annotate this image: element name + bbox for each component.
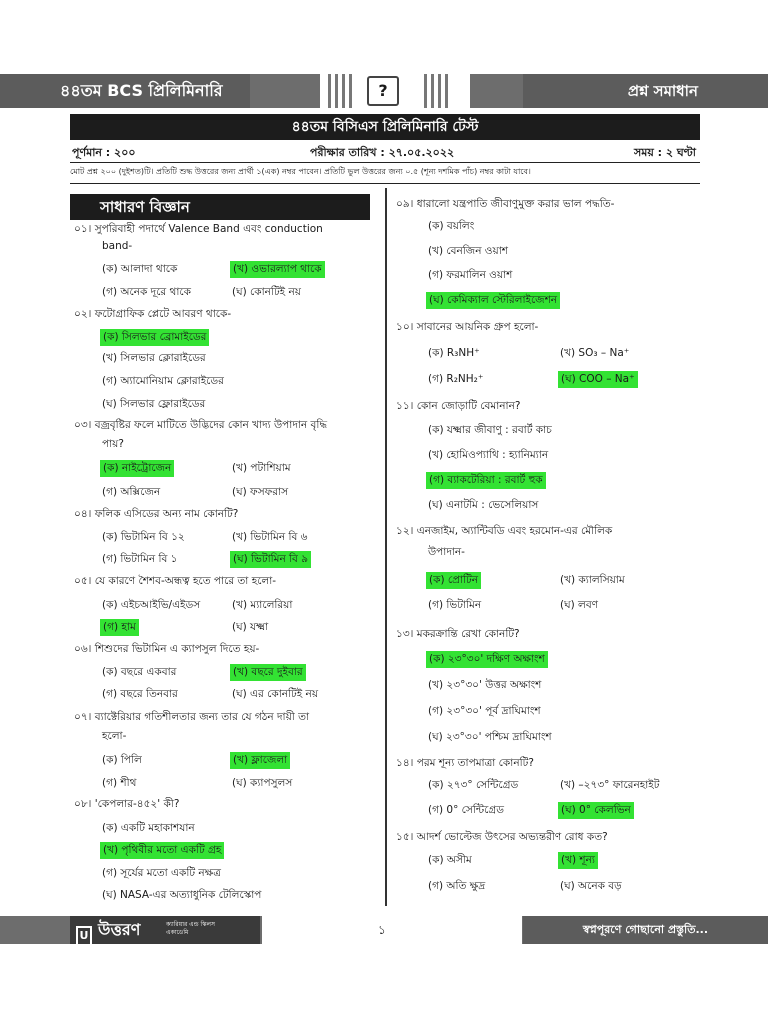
option: (খ) পটাশিয়াম (232, 462, 291, 474)
option: (ক) বছরে একবার (102, 666, 177, 678)
option-correct: (খ) শূন্য (558, 852, 598, 869)
question-text: ০১। সুপরিবাহী পদার্থে Valence Band এবং conduction (74, 223, 323, 235)
logo-icon: U (76, 926, 92, 946)
top-banner (0, 74, 768, 108)
option: (ঘ) ২৩°৩০' পশ্চিম দ্রাঘিমাংশ (428, 731, 552, 743)
option: (ক) এইচআইভি/এইডস (102, 599, 201, 611)
banner-left-title: ৪৪তম BCS প্রিলিমিনারি (0, 74, 250, 108)
footer-tagline: স্বপ্নপূরণে গোছানো প্রস্তুতি... (523, 916, 768, 944)
option: (খ) ম্যালেরিয়া (232, 599, 293, 611)
option: (গ) বছরে তিনবার (102, 688, 178, 700)
question-text: ১৪। পরম শূন্য তাপমাত্রা কোনটি? (396, 757, 534, 769)
option: (গ) ভিটামিন (428, 599, 482, 611)
option: (ক) ভিটামিন বি ১২ (102, 531, 185, 543)
footer-middle (262, 916, 522, 944)
option-correct: (ঘ) COO – Na⁺ (558, 371, 638, 388)
option: (ক) পিলি (102, 754, 142, 766)
question-text: ০৯। ধারালো যন্ত্রপাতি জীবাণুমুক্ত করার ভাল পদ্ধতি- (396, 198, 615, 210)
option: (খ) বেনজিন ওয়াশ (428, 245, 508, 257)
option: (ঘ) কোনটিই নয় (232, 286, 301, 298)
question-text: ০৫। যে কারণে শৈশব-অন্ধত্ব হতে পারে তা হলো- (74, 575, 277, 587)
option: (ক) অসীম (428, 854, 472, 866)
exam-time: সময় : ২ ঘণ্টা (633, 146, 696, 159)
option: (ক) একটি মহাকাশযান (102, 822, 195, 834)
full-marks: পূর্ণমান : ২০০ (72, 146, 136, 159)
option: (ঘ) ফসফরাস (232, 486, 289, 498)
option: (গ) অনেক দূরে থাকে (102, 286, 191, 298)
option: (খ) হোমিওপ্যাথি : হ্যানিম্যান (428, 449, 549, 461)
option: (ঘ) এনাটমি : ভেসেলিয়াস (428, 499, 539, 511)
option: (ক) বয়লিং (428, 220, 475, 232)
option: (ঘ) লবণ (560, 599, 599, 611)
question-text: ০৮। 'কেপলার-৪৫২' কী? (74, 798, 180, 810)
exam-title: ৪৪তম বিসিএস প্রিলিমিনারি টেস্ট (70, 114, 700, 140)
option: (ঘ) এর কোনটিই নয় (232, 688, 319, 700)
option: (গ) অক্সিজেন (102, 486, 161, 498)
option: (ঘ) যক্ষ্মা (232, 621, 269, 633)
option-correct: (ক) নাইট্রোজেন (100, 460, 174, 477)
question-text: ১০। সাবানের আয়নিক গ্রুপ হলো- (396, 321, 539, 333)
option: (গ) অ্যামোনিয়াম ক্লোরাইডের (102, 375, 224, 387)
option: (ঘ) NASA-এর অত্যাধুনিক টেলিস্কোপ (102, 889, 262, 901)
option: (খ) SO₃ – Na⁺ (560, 347, 630, 359)
question-text: ০৪। ফলিক এসিডের অন্য নাম কোনটি? (74, 508, 239, 520)
question-text-cont: পায়? (102, 438, 124, 450)
option: (গ) ভিটামিন বি ১ (102, 553, 178, 565)
option: (ঘ) সিলভার ফ্লোরাইডের (102, 398, 206, 410)
book-question-icon: ? (367, 76, 399, 106)
option: (ক) R₃NH⁺ (428, 347, 480, 359)
question-text-cont: উপাদান- (428, 546, 465, 558)
option: (খ) –২৭৩° ফারেনহাইট (560, 779, 660, 791)
option-correct: (গ) ব্যাকটেরিয়া : রবার্ট হুক (426, 472, 546, 489)
exam-date: পরীক্ষার তারিখ : ২৭.০৫.২০২২ (310, 146, 455, 159)
option-correct: (খ) ওভারল্যাপ থাকে (230, 261, 325, 278)
divider (70, 162, 700, 163)
option-correct: (খ) ফ্লাজেলা (230, 752, 290, 769)
option: (ক) যক্ষ্মার জীবাণু : রবার্ট কাচ (428, 424, 552, 436)
option: (গ) 0° সেন্টিগ্রেড (428, 804, 504, 816)
option: (ঘ) অনেক বড় (560, 880, 622, 892)
question-text: ০৩। বজ্রবৃষ্টির ফলে মাটিতে উদ্ভিদের কোন খাদ্য উপাদান বৃদ্ধি (74, 419, 328, 431)
option: (গ) ২৩°৩০' পূর্ব দ্রাঘিমাংশ (428, 705, 541, 717)
option-correct: (ক) সিলভার ব্রোমাইডের (100, 329, 209, 346)
question-text: ১২। এনজাইম, অ্যান্টিবডি এবং হরমোন-এর মৌলিক (396, 525, 613, 537)
question-text-cont: হলো- (102, 730, 127, 742)
option-correct: (খ) বছরে দুইবার (230, 664, 306, 681)
question-text: ০৬। শিশুদের ভিটামিন এ ক্যাপসুল দিতে হয়- (74, 643, 260, 655)
footer (0, 916, 768, 944)
column-divider (385, 188, 387, 906)
option-correct: (ঘ) ভিটামিন বি ৯ (230, 551, 311, 568)
question-text: ০২। ফটোগ্রাফিক প্লেটে আবরণ থাকে- (74, 308, 232, 320)
question-text: ১১। কোন জোড়াটি বেমানান? (396, 400, 521, 412)
option: (গ) ফরমালিন ওয়াশ (428, 269, 513, 281)
question-text-cont: band- (102, 240, 133, 252)
option: (ক) ২৭৩° সেন্টিগ্রেড (428, 779, 519, 791)
option: (খ) সিলভার ক্লোরাইডের (102, 352, 206, 364)
option: (গ) R₂NH₂⁺ (428, 373, 484, 385)
option: (ক) আলাদা থাকে (102, 263, 178, 275)
option: (ঘ) ক্যাপসুলস (232, 777, 293, 789)
exam-notice: মোট প্রশ্ন ২০০ (দুইশত)টি। প্রতিটি শুদ্ধ উত্তরের জন্য প্রার্থী ১(এক) নম্বর পাবেন। প্রতিটি ভুল উত্তরের জন্য ০.৫ (শূন্য দশমিক পাঁচ) নম্বর কাটা যাবে। (70, 167, 531, 176)
page-number: ১ (378, 923, 386, 937)
option: (গ) অতি ক্ষুদ্র (428, 880, 486, 892)
option-correct: (ক) ২৩°৩০' দক্ষিণ অক্ষাংশ (426, 651, 548, 668)
option-correct: (খ) পৃথিবীর মতো একটি গ্রহ (100, 842, 224, 859)
option: (খ) ২৩°৩০' উত্তর অক্ষাংশ (428, 679, 542, 691)
option-correct: (ঘ) কেমিক্যাল স্টেরিলাইজেশন (426, 292, 560, 309)
logo-text: উত্তরণ (98, 920, 141, 939)
question-text: ১৩। মকরক্রান্তি রেখা কোনটি? (396, 628, 520, 640)
section-heading: সাধারণ বিজ্ঞান (70, 194, 370, 220)
option: (খ) ক্যালসিয়াম (560, 574, 625, 586)
banner-right-title: প্রশ্ন সমাধান (523, 74, 768, 108)
option: (গ) সূর্যের মতো একটি নক্ষত্র (102, 867, 221, 879)
logo-subtitle: ক্যারিয়ার এন্ড স্কিলস একাডেমি (166, 921, 215, 936)
option-correct: (ঘ) 0° কেলভিন (558, 802, 634, 819)
question-text: ০৭। ব্যাক্টেরিয়ার গতিশীলতার জন্য তার যে গঠন দায়ী তা (74, 711, 310, 723)
exam-meta-row (70, 141, 700, 161)
option-correct: (ক) প্রোটিন (426, 572, 481, 589)
option-correct: (গ) হাম (100, 619, 139, 636)
question-text: ১৫। আদর্শ ভোল্টেজ উৎসের অভ্যন্তরীণ রোধ কত? (396, 831, 608, 843)
option: (খ) ভিটামিন বি ৬ (232, 531, 308, 543)
option: (গ) শীথ (102, 777, 137, 789)
footer-logo (70, 916, 260, 944)
divider (70, 183, 700, 184)
